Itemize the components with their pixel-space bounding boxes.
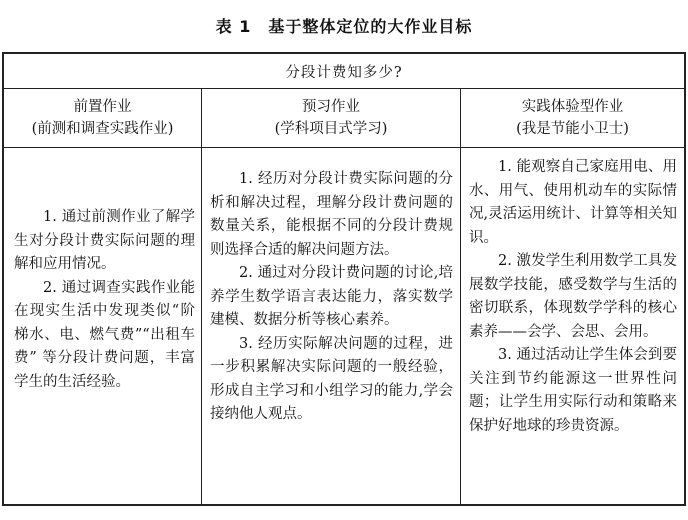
- table-title-row: [4, 54, 684, 89]
- goal-paragraph: 2. 通过对分段计费问题的讨论,培养学生数学语言表达能力，落实数学建模、数据分析等核心素养。: [210, 265, 453, 328]
- header-practice-homework-title: 实践体验型作业: [521, 99, 624, 115]
- cell-pre-homework-goals: [4, 148, 201, 504]
- goal-paragraph: 1. 能观察自己家庭用电、用水、用气、使用机动车的实际情况,灵活运用统计、计算等相关知识。: [469, 159, 677, 246]
- header-preview-homework-subtitle: (学科项目式学习): [274, 121, 388, 137]
- goal-paragraph: 2. 激发学生利用数学工具发展数学技能，感受数学与生活的密切联系，体现数学学科的核心素养——会学、会思、会用。: [469, 253, 677, 340]
- header-pre-homework-title: 前置作业: [73, 99, 132, 115]
- header-practice-homework-subtitle: (我是节能小卫士): [516, 121, 629, 137]
- goal-paragraph: 2. 通过调查实践作业能在现实生活中发现类似“阶梯水、电、燃气费”“出租车费” 等分段计费问题，丰富学生的生活经验。: [14, 279, 195, 390]
- goal-paragraph: 3. 通过活动让学生体会到要关注到节约能源这一世界性问题；让学生用实际行动和策略来保护好地球的珍贵资源。: [469, 347, 677, 434]
- header-preview-homework: [202, 89, 460, 147]
- goal-paragraph: 1. 经历对分段计费实际问题的分析和解决过程，理解分段计费问题的数量关系，能根据不同的分段计费规则选择合适的解决问题方法。: [210, 171, 453, 258]
- cell-practice-homework-goals: [461, 148, 684, 504]
- header-pre-homework: [4, 89, 201, 147]
- header-preview-homework-title: 预习作业: [302, 99, 360, 115]
- cell-preview-homework-goals: [202, 148, 460, 504]
- header-practice-homework: [461, 89, 684, 147]
- goal-paragraph: 3. 经历实际解决问题的过程，进一步积累解决实际问题的一般经验，形成自主学习和小组学习的能力,学会接纳他人观点。: [210, 335, 453, 422]
- header-pre-homework-subtitle: (前测和调查实践作业): [31, 121, 174, 137]
- table-title: 分段计费知多少?: [285, 64, 403, 81]
- goals-table: [2, 52, 686, 506]
- table-header-row: [4, 89, 684, 148]
- goal-paragraph: 1. 通过前测作业了解学生对分段计费实际问题的理解和应用情况。: [14, 209, 195, 272]
- table-body-row: [4, 148, 684, 504]
- table-caption: 表 1 基于整体定位的大作业目标: [215, 17, 473, 36]
